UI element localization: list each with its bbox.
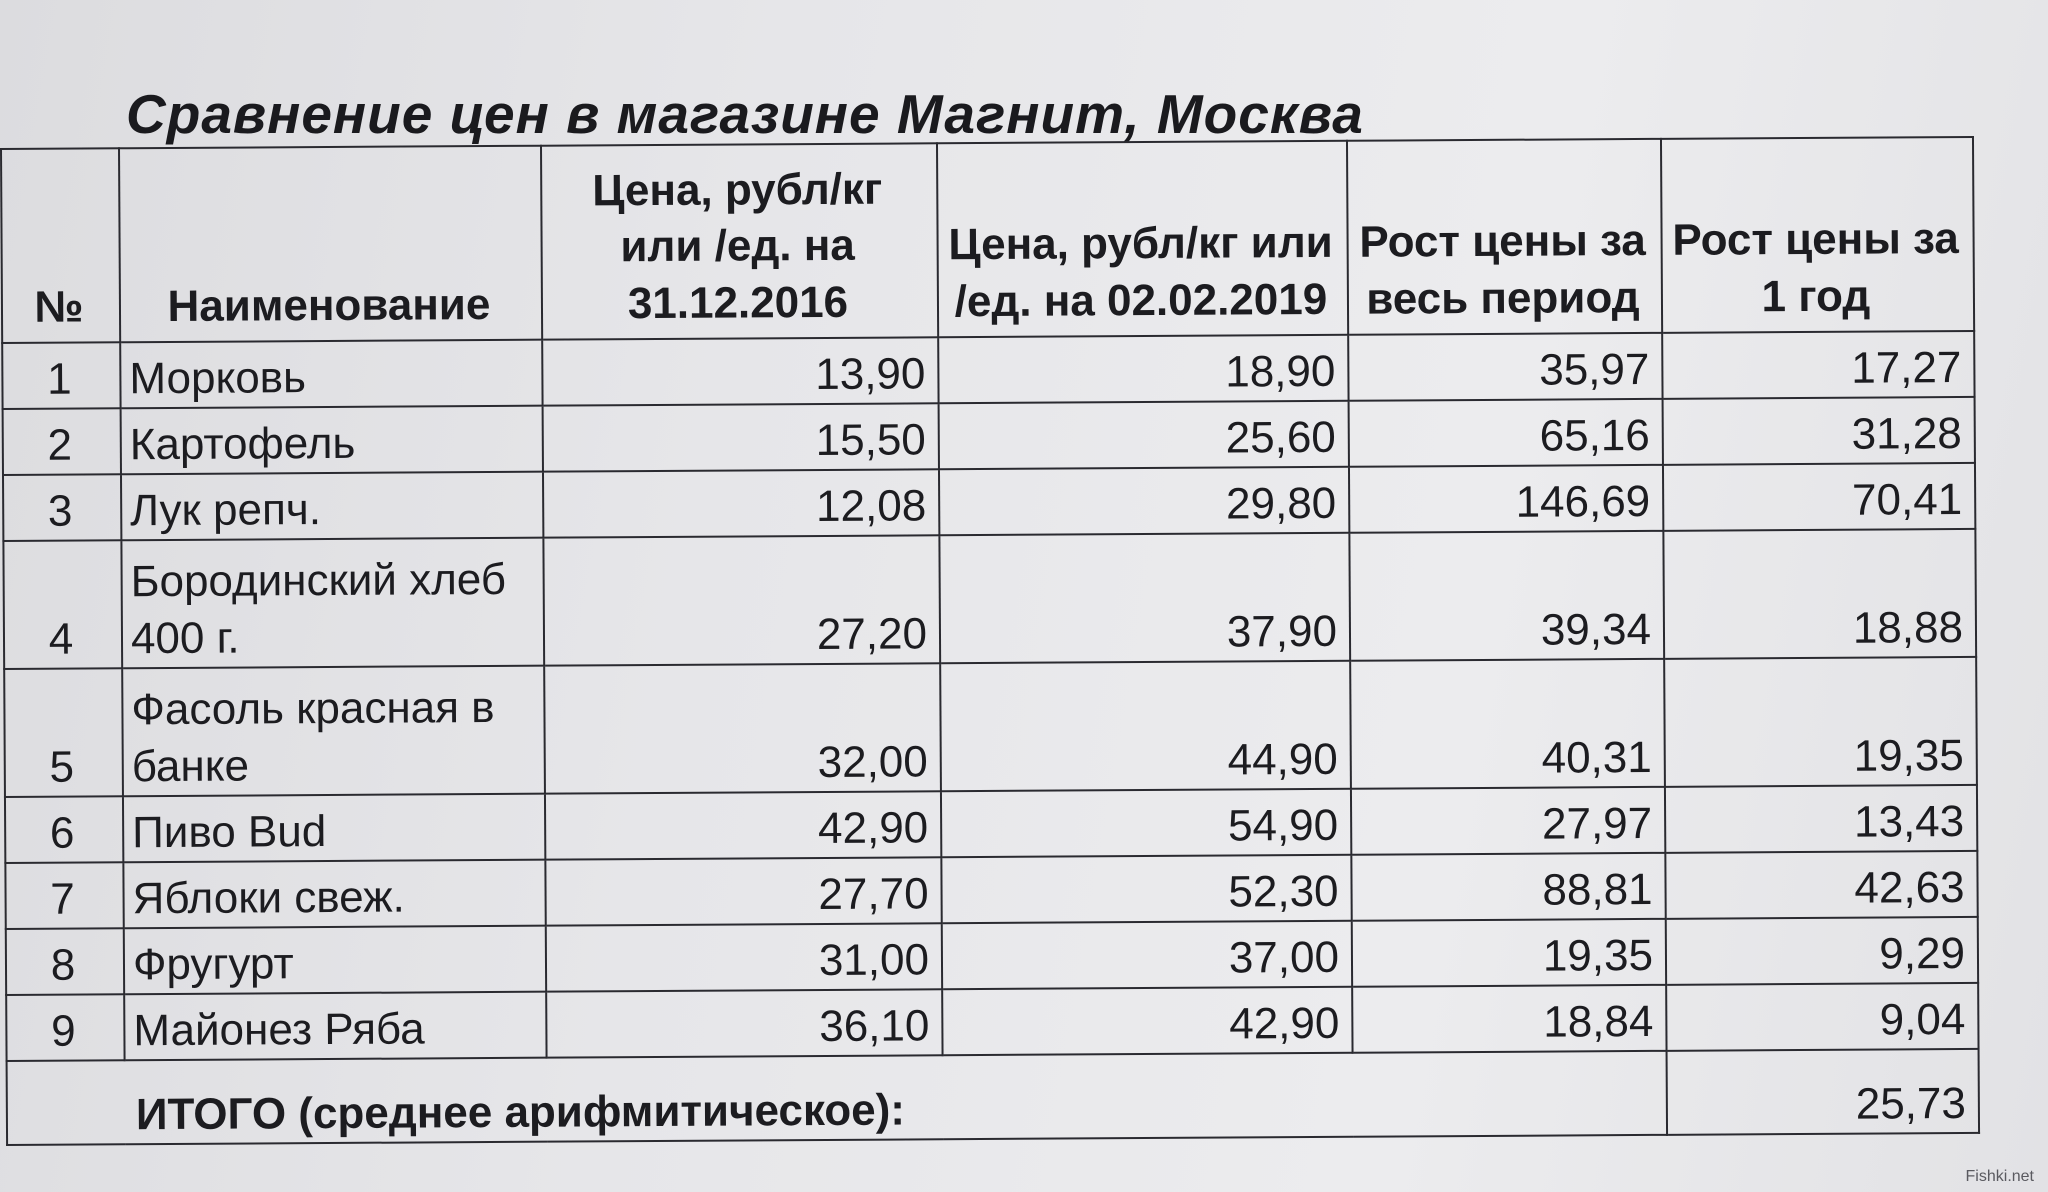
row-price-2016: 31,00 [546, 923, 942, 991]
row-growth-year: 17,27 [1662, 331, 1974, 399]
row-growth-total: 65,16 [1349, 399, 1663, 467]
row-price-2016: 32,00 [544, 663, 941, 793]
row-price-2019: 42,90 [942, 987, 1352, 1056]
row-price-2016: 15,50 [543, 403, 939, 471]
row-growth-total: 40,31 [1350, 659, 1665, 789]
row-growth-total: 27,97 [1351, 787, 1665, 855]
row-growth-total: 39,34 [1349, 531, 1664, 661]
row-name: Яблоки свеж. [123, 860, 545, 929]
row-growth-year: 19,35 [1664, 657, 1977, 787]
header-number: № [1, 148, 120, 343]
row-price-2016: 13,90 [542, 337, 938, 405]
row-growth-year: 9,04 [1666, 983, 1978, 1051]
table-row [6, 917, 1978, 995]
row-growth-year: 9,29 [1666, 917, 1978, 985]
table-header-row [1, 137, 1974, 343]
row-price-2019: 37,00 [942, 921, 1352, 990]
row-price-2016: 42,90 [545, 791, 941, 859]
row-price-2019: 29,80 [939, 467, 1349, 536]
row-growth-year: 42,63 [1665, 851, 1977, 919]
row-price-2016: 27,70 [545, 857, 941, 925]
row-number: 4 [3, 540, 122, 669]
watermark: Fishki.net [1965, 1168, 2034, 1185]
table-row [2, 331, 1974, 409]
row-number: 6 [5, 796, 123, 863]
table-row [5, 851, 1977, 929]
row-number: 7 [5, 862, 123, 929]
row-name: Фасоль красная в банке [122, 666, 545, 797]
row-price-2019: 25,60 [939, 401, 1349, 470]
row-price-2019: 52,30 [941, 855, 1351, 924]
row-price-2019: 54,90 [941, 789, 1351, 858]
row-growth-year: 70,41 [1663, 463, 1975, 531]
table-row [3, 463, 1975, 541]
row-number: 1 [2, 342, 120, 409]
row-price-2016: 27,20 [543, 535, 940, 665]
row-name: Бородинский хлеб 400 г. [121, 538, 544, 669]
header-price-2019: Цена, рубл/кг или /ед. на 02.02.2019 [937, 141, 1348, 338]
row-number: 2 [3, 408, 121, 475]
row-number: 5 [4, 668, 123, 797]
row-growth-year: 18,88 [1663, 529, 1976, 659]
row-price-2019: 44,90 [940, 661, 1351, 792]
row-growth-total: 35,97 [1348, 333, 1662, 401]
document-title: Сравнение цен в магазине Магнит, Москва [126, 83, 1364, 145]
row-name: Картофель [121, 406, 543, 475]
row-growth-year: 31,28 [1663, 397, 1975, 465]
row-number: 9 [6, 994, 124, 1061]
header-price-2016: Цена, рубл/кг или /ед. на 31.12.2016 [541, 143, 938, 339]
total-row [7, 1049, 1979, 1145]
table-body [2, 331, 1979, 1145]
row-price-2016: 36,10 [546, 989, 942, 1057]
total-label-cell [7, 1051, 1667, 1145]
total-value-cell [1667, 1049, 1980, 1135]
table-row [3, 529, 1976, 669]
row-number: 3 [3, 474, 121, 541]
row-price-2019: 37,90 [939, 533, 1350, 664]
header-growth-total: Рост цены за весь период [1347, 139, 1662, 335]
row-name: Майонез Ряба [124, 992, 546, 1061]
table-row [5, 785, 1977, 863]
price-comparison-table [0, 136, 1980, 1146]
table-row [6, 983, 1978, 1061]
row-name: Морковь [120, 340, 542, 409]
table-row [4, 657, 1977, 797]
row-number: 8 [6, 928, 124, 995]
row-growth-total: 18,84 [1352, 985, 1666, 1053]
row-growth-year: 13,43 [1665, 785, 1977, 853]
row-growth-total: 146,69 [1349, 465, 1663, 533]
header-growth-year: Рост цены за 1 год [1661, 137, 1974, 333]
total-label: ИТОГО (среднее арифмитическое): [135, 1085, 906, 1139]
table-row [3, 397, 1975, 475]
row-growth-total: 19,35 [1352, 919, 1666, 987]
header-name: Наименование [119, 146, 542, 343]
row-price-2016: 12,08 [543, 469, 939, 537]
total-value: 25,73 [1855, 1078, 1967, 1129]
row-name: Пиво Bud [123, 794, 545, 863]
row-name: Фругурт [124, 926, 546, 995]
row-growth-total: 88,81 [1351, 853, 1665, 921]
row-price-2019: 18,90 [938, 335, 1348, 404]
row-name: Лук репч. [121, 472, 543, 541]
